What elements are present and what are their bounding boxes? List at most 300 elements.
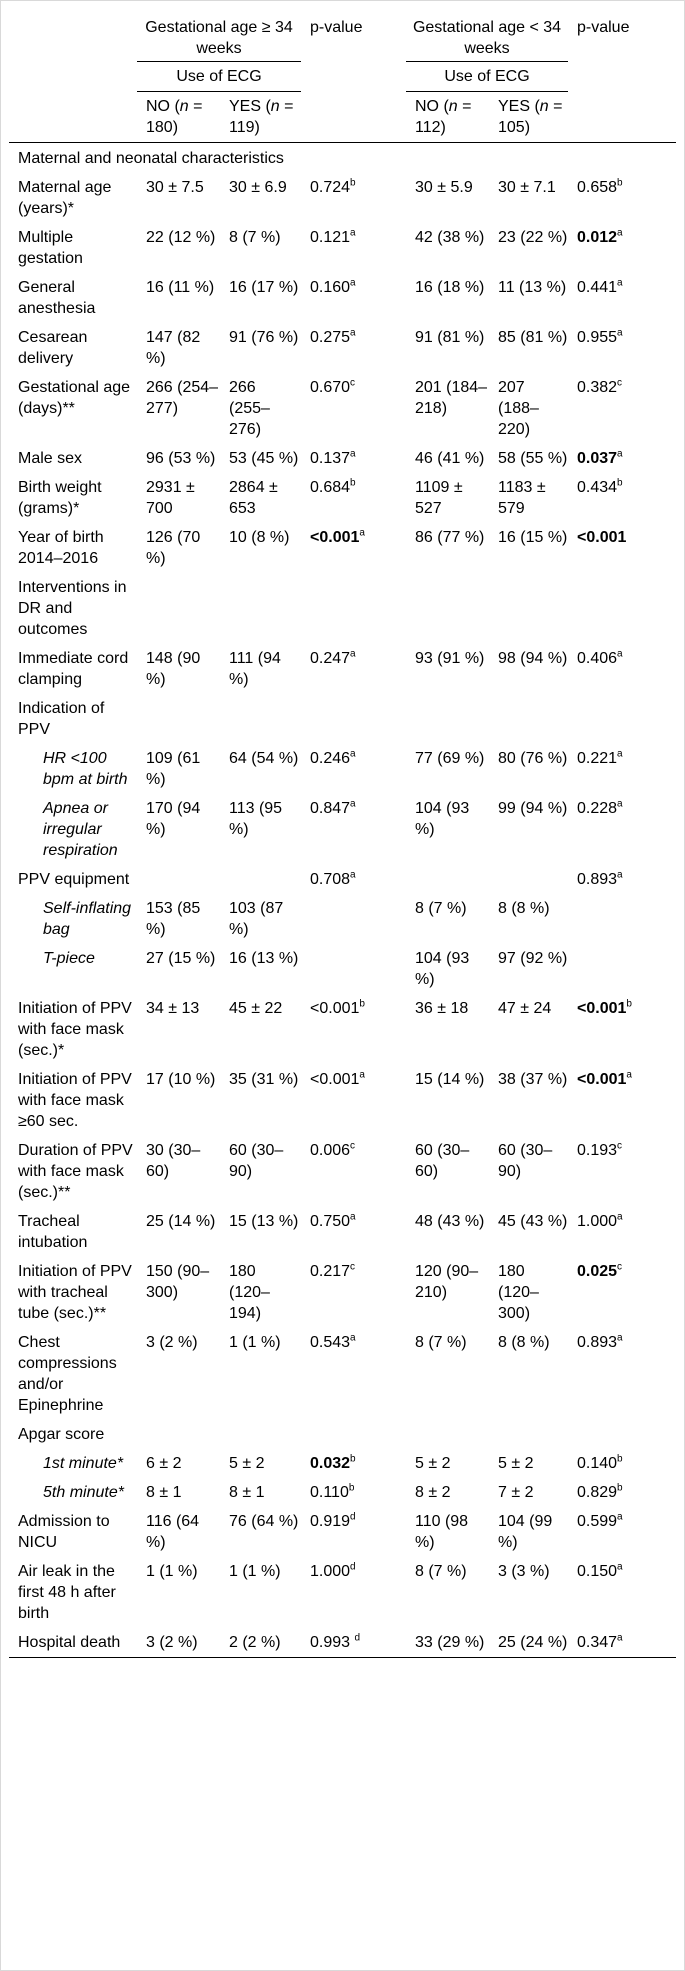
pvalue-cell	[301, 1507, 406, 1557]
cell-value: 0.684	[310, 479, 351, 496]
cell-value: 16 (17 %)	[229, 279, 299, 296]
cell-value: 77 (69 %)	[415, 750, 485, 767]
row-label: 1st minute*	[43, 1455, 124, 1472]
value-cell	[406, 1449, 489, 1478]
cell-value: 1 (1 %)	[146, 1563, 198, 1580]
row-label: Initiation of PPV with face mask ≥60 sec.	[18, 1071, 132, 1130]
cell-value: 86 (77 %)	[415, 529, 485, 546]
cell-value: <0.001	[310, 1071, 360, 1088]
pvalue-cell	[301, 573, 406, 644]
header-group-lt34: Gestational age < 34 weeks	[412, 19, 562, 57]
footnote-marker: a	[617, 869, 623, 881]
table-row	[9, 473, 676, 523]
pvalue-cell	[301, 865, 406, 894]
cell-value: 0.032	[310, 1455, 351, 1472]
cell-value: 109 (61 %)	[146, 750, 201, 788]
value-cell	[406, 865, 489, 894]
header-col-lt-yes: YES (n = 105)	[489, 92, 568, 143]
pvalue-cell	[301, 1328, 406, 1420]
value-cell	[220, 223, 301, 273]
value-cell	[220, 173, 301, 223]
cell-value: 0.658	[577, 179, 618, 196]
value-cell	[489, 644, 568, 694]
cell-value: <0.001	[577, 1000, 627, 1017]
cell-value: 110 (98 %)	[415, 1513, 469, 1551]
value-cell	[220, 473, 301, 523]
section-label: Maternal and neonatal characteristics	[18, 150, 284, 167]
footnote-marker: b	[350, 477, 356, 489]
value-cell	[220, 694, 301, 744]
cell-value: 91 (76 %)	[229, 329, 299, 346]
footnote-marker: b	[348, 1482, 355, 1494]
value-cell	[137, 1557, 220, 1628]
pvalue-cell	[568, 1328, 676, 1420]
pvalue-cell	[568, 894, 676, 944]
value-cell	[220, 523, 301, 573]
value-cell	[137, 1328, 220, 1420]
footnote-marker: b	[617, 1482, 623, 1494]
cell-value: 2864 ± 653	[229, 479, 278, 517]
value-cell	[137, 323, 220, 373]
cell-value: 170 (94 %)	[146, 800, 201, 838]
header-pvalue-lt34: p-value	[577, 19, 630, 36]
pvalue-cell	[301, 894, 406, 944]
header-blank	[9, 92, 137, 143]
header-blank	[301, 62, 406, 92]
pvalue-cell	[301, 444, 406, 473]
cell-value: 0.247	[310, 650, 351, 667]
value-cell	[489, 1065, 568, 1136]
table-row	[9, 573, 676, 644]
table-row	[9, 1328, 676, 1420]
footnote-marker: c	[350, 1140, 356, 1152]
cell-value: 16 (18 %)	[415, 279, 485, 296]
footnote-marker: a	[350, 448, 356, 460]
cell-value: 30 (30–60)	[146, 1142, 201, 1180]
table-row	[9, 865, 676, 894]
header-group-ge34: Gestational age ≥ 34 weeks	[145, 19, 293, 57]
cell-value: 99 (94 %)	[498, 800, 568, 817]
table-row	[9, 373, 676, 444]
cell-value: 8 (8 %)	[498, 900, 550, 917]
footnote-marker: a	[350, 227, 356, 239]
table-row	[9, 944, 676, 994]
value-cell	[406, 1557, 489, 1628]
pvalue-cell	[568, 1557, 676, 1628]
pvalue-cell	[568, 1257, 676, 1328]
value-cell	[489, 373, 568, 444]
cell-value: 25 (24 %)	[498, 1634, 568, 1651]
value-cell	[137, 1449, 220, 1478]
value-cell	[137, 644, 220, 694]
value-cell	[220, 1328, 301, 1420]
value-cell	[489, 1507, 568, 1557]
pvalue-cell	[301, 1449, 406, 1478]
footnote-marker: a	[617, 448, 623, 460]
value-cell	[220, 273, 301, 323]
cell-value: 48 (43 %)	[415, 1213, 485, 1230]
value-cell	[137, 994, 220, 1065]
footnote-marker: b	[359, 998, 365, 1010]
value-cell	[489, 1257, 568, 1328]
cell-value: 111 (94 %)	[229, 650, 281, 688]
value-cell	[137, 173, 220, 223]
pvalue-cell	[568, 994, 676, 1065]
header-pvalue-ge34: p-value	[310, 19, 363, 36]
table-row	[9, 1557, 676, 1628]
cell-value: 15 (13 %)	[229, 1213, 299, 1230]
cell-value: 104 (93 %)	[415, 950, 470, 988]
row-label: Duration of PPV with face mask (sec.)**	[18, 1142, 133, 1201]
cell-value: 64 (54 %)	[229, 750, 299, 767]
value-cell	[406, 1628, 489, 1658]
row-label: Apgar score	[18, 1426, 105, 1443]
value-cell	[489, 1136, 568, 1207]
cell-value: 2931 ± 700	[146, 479, 195, 517]
value-cell	[489, 1478, 568, 1507]
cell-value: 0.160	[310, 279, 351, 296]
value-cell	[220, 1207, 301, 1257]
header-blank	[9, 62, 137, 92]
cell-value: 76 (64 %)	[229, 1513, 299, 1530]
cell-value: <0.001	[310, 529, 360, 546]
cell-value: 153 (85 %)	[146, 900, 201, 938]
cell-value: 25 (14 %)	[146, 1213, 216, 1230]
row-label: Gestational age (days)**	[18, 379, 131, 417]
cell-value: 80 (76 %)	[498, 750, 568, 767]
cell-value: 8 ± 1	[229, 1484, 265, 1501]
cell-value: 0.246	[310, 750, 351, 767]
footnote-marker: c	[617, 1261, 623, 1273]
cell-value: 120 (90–210)	[415, 1263, 479, 1301]
value-cell	[489, 223, 568, 273]
cell-value: 8 (7 %)	[415, 1563, 467, 1580]
pvalue-cell	[301, 744, 406, 794]
value-cell	[137, 573, 220, 644]
footnote-marker: a	[350, 869, 356, 881]
value-cell	[406, 1136, 489, 1207]
cell-value: 0.110	[310, 1484, 349, 1501]
table-row	[9, 694, 676, 744]
cell-value: 266 (255–276)	[229, 379, 270, 438]
cell-value: 8 (7 %)	[229, 229, 281, 246]
cell-value: 148 (90 %)	[146, 650, 201, 688]
pvalue-cell	[568, 173, 676, 223]
value-cell	[137, 894, 220, 944]
cell-value: 0.441	[577, 279, 618, 296]
value-cell	[406, 323, 489, 373]
cell-value: 150 (90–300)	[146, 1263, 210, 1301]
cell-value: 0.193	[577, 1142, 618, 1159]
cell-value: 0.543	[310, 1334, 351, 1351]
header-col-ge-yes: YES (n = 119)	[220, 92, 301, 143]
value-cell	[137, 523, 220, 573]
pvalue-cell	[301, 694, 406, 744]
value-cell	[137, 794, 220, 865]
pvalue-cell	[568, 473, 676, 523]
cell-value: 60 (30–60)	[415, 1142, 470, 1180]
value-cell	[406, 644, 489, 694]
value-cell	[220, 573, 301, 644]
value-cell	[220, 1065, 301, 1136]
pvalue-cell	[568, 644, 676, 694]
pvalue-cell	[301, 1628, 406, 1658]
value-cell	[220, 1420, 301, 1449]
pvalue-cell	[568, 444, 676, 473]
row-label: Indication of PPV	[18, 700, 105, 738]
cell-value: 201 (184–218)	[415, 379, 488, 417]
value-cell	[220, 1557, 301, 1628]
table-row	[9, 744, 676, 794]
pvalue-cell	[568, 223, 676, 273]
footnote-marker: a	[617, 1211, 623, 1223]
table-row	[9, 223, 676, 273]
footnote-marker: a	[350, 277, 356, 289]
cell-value: 5 ± 2	[229, 1455, 265, 1472]
row-label: Admission to NICU	[18, 1513, 110, 1551]
cell-value: 266 (254–277)	[146, 379, 219, 417]
pvalue-cell	[301, 1478, 406, 1507]
pvalue-cell	[568, 1507, 676, 1557]
cell-value: 0.006	[310, 1142, 351, 1159]
cell-value: 3 (2 %)	[146, 1634, 198, 1651]
cell-value: 0.347	[577, 1634, 618, 1651]
value-cell	[137, 1478, 220, 1507]
value-cell	[489, 444, 568, 473]
pvalue-cell	[301, 1557, 406, 1628]
value-cell	[137, 1065, 220, 1136]
row-label: Immediate cord clamping	[18, 650, 129, 688]
pvalue-cell	[568, 1628, 676, 1658]
value-cell	[220, 373, 301, 444]
footnote-marker: b	[617, 1453, 623, 1465]
footnote-marker: b	[350, 177, 356, 189]
row-label: PPV equipment	[18, 871, 130, 888]
value-cell	[489, 894, 568, 944]
footnote-marker: c	[350, 377, 356, 389]
pvalue-cell	[301, 523, 406, 573]
footnote-marker: a	[617, 748, 623, 760]
cell-value: 5 ± 2	[415, 1455, 451, 1472]
cell-value: 60 (30–90)	[498, 1142, 553, 1180]
cell-value: 0.217	[310, 1263, 351, 1280]
pvalue-cell	[568, 1420, 676, 1449]
cell-value: 0.955	[577, 329, 618, 346]
pvalue-cell	[301, 223, 406, 273]
value-cell	[137, 444, 220, 473]
footnote-marker: a	[617, 227, 623, 239]
pvalue-cell	[568, 865, 676, 894]
cell-value: 97 (92 %)	[498, 950, 568, 967]
value-cell	[406, 894, 489, 944]
value-cell	[489, 1557, 568, 1628]
footnote-marker: d	[354, 1632, 361, 1644]
value-cell	[489, 744, 568, 794]
value-cell	[220, 1136, 301, 1207]
row-label: General anesthesia	[18, 279, 96, 317]
pvalue-cell	[301, 473, 406, 523]
cell-value: <0.001	[577, 529, 627, 546]
value-cell	[489, 173, 568, 223]
row-label: Hospital death	[9, 1628, 137, 1658]
table-row	[9, 444, 676, 473]
cell-value: 3 (2 %)	[146, 1334, 198, 1351]
table-row	[9, 273, 676, 323]
table-row	[9, 644, 676, 694]
cell-value: 35 (31 %)	[229, 1071, 299, 1088]
value-cell	[489, 865, 568, 894]
cell-value: 0.893	[577, 871, 618, 888]
cell-value: 46 (41 %)	[415, 450, 485, 467]
cell-value: 0.012	[577, 229, 618, 246]
value-cell	[406, 794, 489, 865]
footnote-marker: a	[350, 648, 356, 660]
value-cell	[489, 794, 568, 865]
pvalue-cell	[568, 1449, 676, 1478]
pvalue-cell	[568, 744, 676, 794]
footnote-marker: a	[617, 1511, 623, 1523]
cell-value: 0.382	[577, 379, 618, 396]
value-cell	[406, 694, 489, 744]
footnote-marker: b	[350, 1453, 356, 1465]
value-cell	[137, 1507, 220, 1557]
cell-value: 1109 ± 527	[415, 479, 463, 517]
cell-value: 1 (1 %)	[229, 1334, 281, 1351]
value-cell	[406, 273, 489, 323]
header-col-lt-no: NO (n = 112)	[406, 92, 489, 143]
value-cell	[406, 1478, 489, 1507]
cell-value: 22 (12 %)	[146, 229, 216, 246]
cell-value: 42 (38 %)	[415, 229, 485, 246]
cell-value: 58 (55 %)	[498, 450, 568, 467]
value-cell	[489, 1628, 568, 1658]
value-cell	[220, 794, 301, 865]
cell-value: 0.708	[310, 871, 351, 888]
footnote-marker: b	[617, 177, 623, 189]
value-cell	[489, 1420, 568, 1449]
cell-value: 0.750	[310, 1213, 351, 1230]
value-cell	[137, 273, 220, 323]
pvalue-cell	[568, 794, 676, 865]
table-row	[9, 1478, 676, 1507]
cell-value: 33 (29 %)	[415, 1634, 485, 1651]
row-label: Year of birth 2014–2016	[18, 529, 104, 567]
footnote-marker: a	[617, 798, 623, 810]
pvalue-cell	[301, 1065, 406, 1136]
footnote-marker: b	[617, 477, 623, 489]
value-cell	[489, 473, 568, 523]
cell-value: 45 (43 %)	[498, 1213, 568, 1230]
value-cell	[489, 323, 568, 373]
value-cell	[137, 1628, 220, 1658]
table-row	[9, 1420, 676, 1449]
cell-value: 207 (188–220)	[498, 379, 539, 438]
row-label: Maternal age (years)*	[18, 179, 112, 217]
value-cell	[406, 994, 489, 1065]
footnote-marker: a	[617, 1332, 623, 1344]
pvalue-cell	[301, 994, 406, 1065]
header-col-ge-no: NO (n = 180)	[137, 92, 220, 143]
value-cell	[406, 1065, 489, 1136]
value-cell	[220, 323, 301, 373]
pvalue-cell	[568, 1136, 676, 1207]
value-cell	[406, 473, 489, 523]
value-cell	[406, 173, 489, 223]
value-cell	[137, 373, 220, 444]
value-cell	[489, 573, 568, 644]
value-cell	[489, 1207, 568, 1257]
table-row	[9, 1207, 676, 1257]
value-cell	[406, 944, 489, 994]
cell-value: 45 ± 22	[229, 1000, 283, 1017]
cell-value: 5 ± 2	[498, 1455, 534, 1472]
footnote-marker: a	[350, 1332, 356, 1344]
cell-value: 34 ± 13	[146, 1000, 200, 1017]
table-row	[9, 1257, 676, 1328]
cell-value: 8 (7 %)	[415, 1334, 467, 1351]
row-label: Initiation of PPV with face mask (sec.)*	[18, 1000, 132, 1059]
cell-value: <0.001	[577, 1071, 627, 1088]
row-label: 5th minute*	[43, 1484, 124, 1501]
cell-value: 96 (53 %)	[146, 450, 216, 467]
header-corner	[9, 10, 137, 62]
footnote-marker: a	[617, 648, 623, 660]
cell-value: 30 ± 7.1	[498, 179, 556, 196]
cell-value: 85 (81 %)	[498, 329, 568, 346]
cell-value: 0.228	[577, 800, 618, 817]
cell-value: 98 (94 %)	[498, 650, 568, 667]
cell-value: 1.000	[577, 1213, 618, 1230]
footnote-marker: a	[617, 277, 623, 289]
value-cell	[406, 744, 489, 794]
value-cell	[137, 1136, 220, 1207]
cell-value: 30 ± 5.9	[415, 179, 473, 196]
value-cell	[137, 865, 220, 894]
cell-value: 126 (70 %)	[146, 529, 201, 567]
cell-value: 27 (15 %)	[146, 950, 216, 967]
cell-value: 0.025	[577, 1263, 618, 1280]
cell-value: 180 (120–194)	[229, 1263, 270, 1322]
footnote-marker: a	[350, 1211, 356, 1223]
row-label: Air leak in the first 48 h after birth	[18, 1563, 116, 1622]
value-cell	[489, 523, 568, 573]
cell-value: 1.000	[310, 1563, 351, 1580]
pvalue-cell	[301, 944, 406, 994]
value-cell	[406, 1207, 489, 1257]
table-row	[9, 523, 676, 573]
cell-value: 104 (99 %)	[498, 1513, 553, 1551]
cell-value: 0.140	[577, 1455, 618, 1472]
table-row	[9, 794, 676, 865]
header-row-columns	[9, 92, 676, 143]
cell-value: 36 ± 18	[415, 1000, 469, 1017]
row-label: Chest compressions and/or Epinephrine	[18, 1334, 117, 1414]
value-cell	[220, 1449, 301, 1478]
value-cell	[137, 223, 220, 273]
pvalue-cell	[568, 1065, 676, 1136]
value-cell	[406, 523, 489, 573]
cell-value: 7 ± 2	[498, 1484, 534, 1501]
footnote-marker: c	[617, 377, 623, 389]
pvalue-cell	[301, 373, 406, 444]
pvalue-cell	[568, 1207, 676, 1257]
cell-value: 0.037	[577, 450, 618, 467]
header-row-ecg	[9, 62, 676, 92]
cell-value: 0.847	[310, 800, 351, 817]
footnote-marker: a	[617, 1561, 623, 1573]
cell-value: 103 (87 %)	[229, 900, 284, 938]
footnote-marker: a	[350, 327, 356, 339]
